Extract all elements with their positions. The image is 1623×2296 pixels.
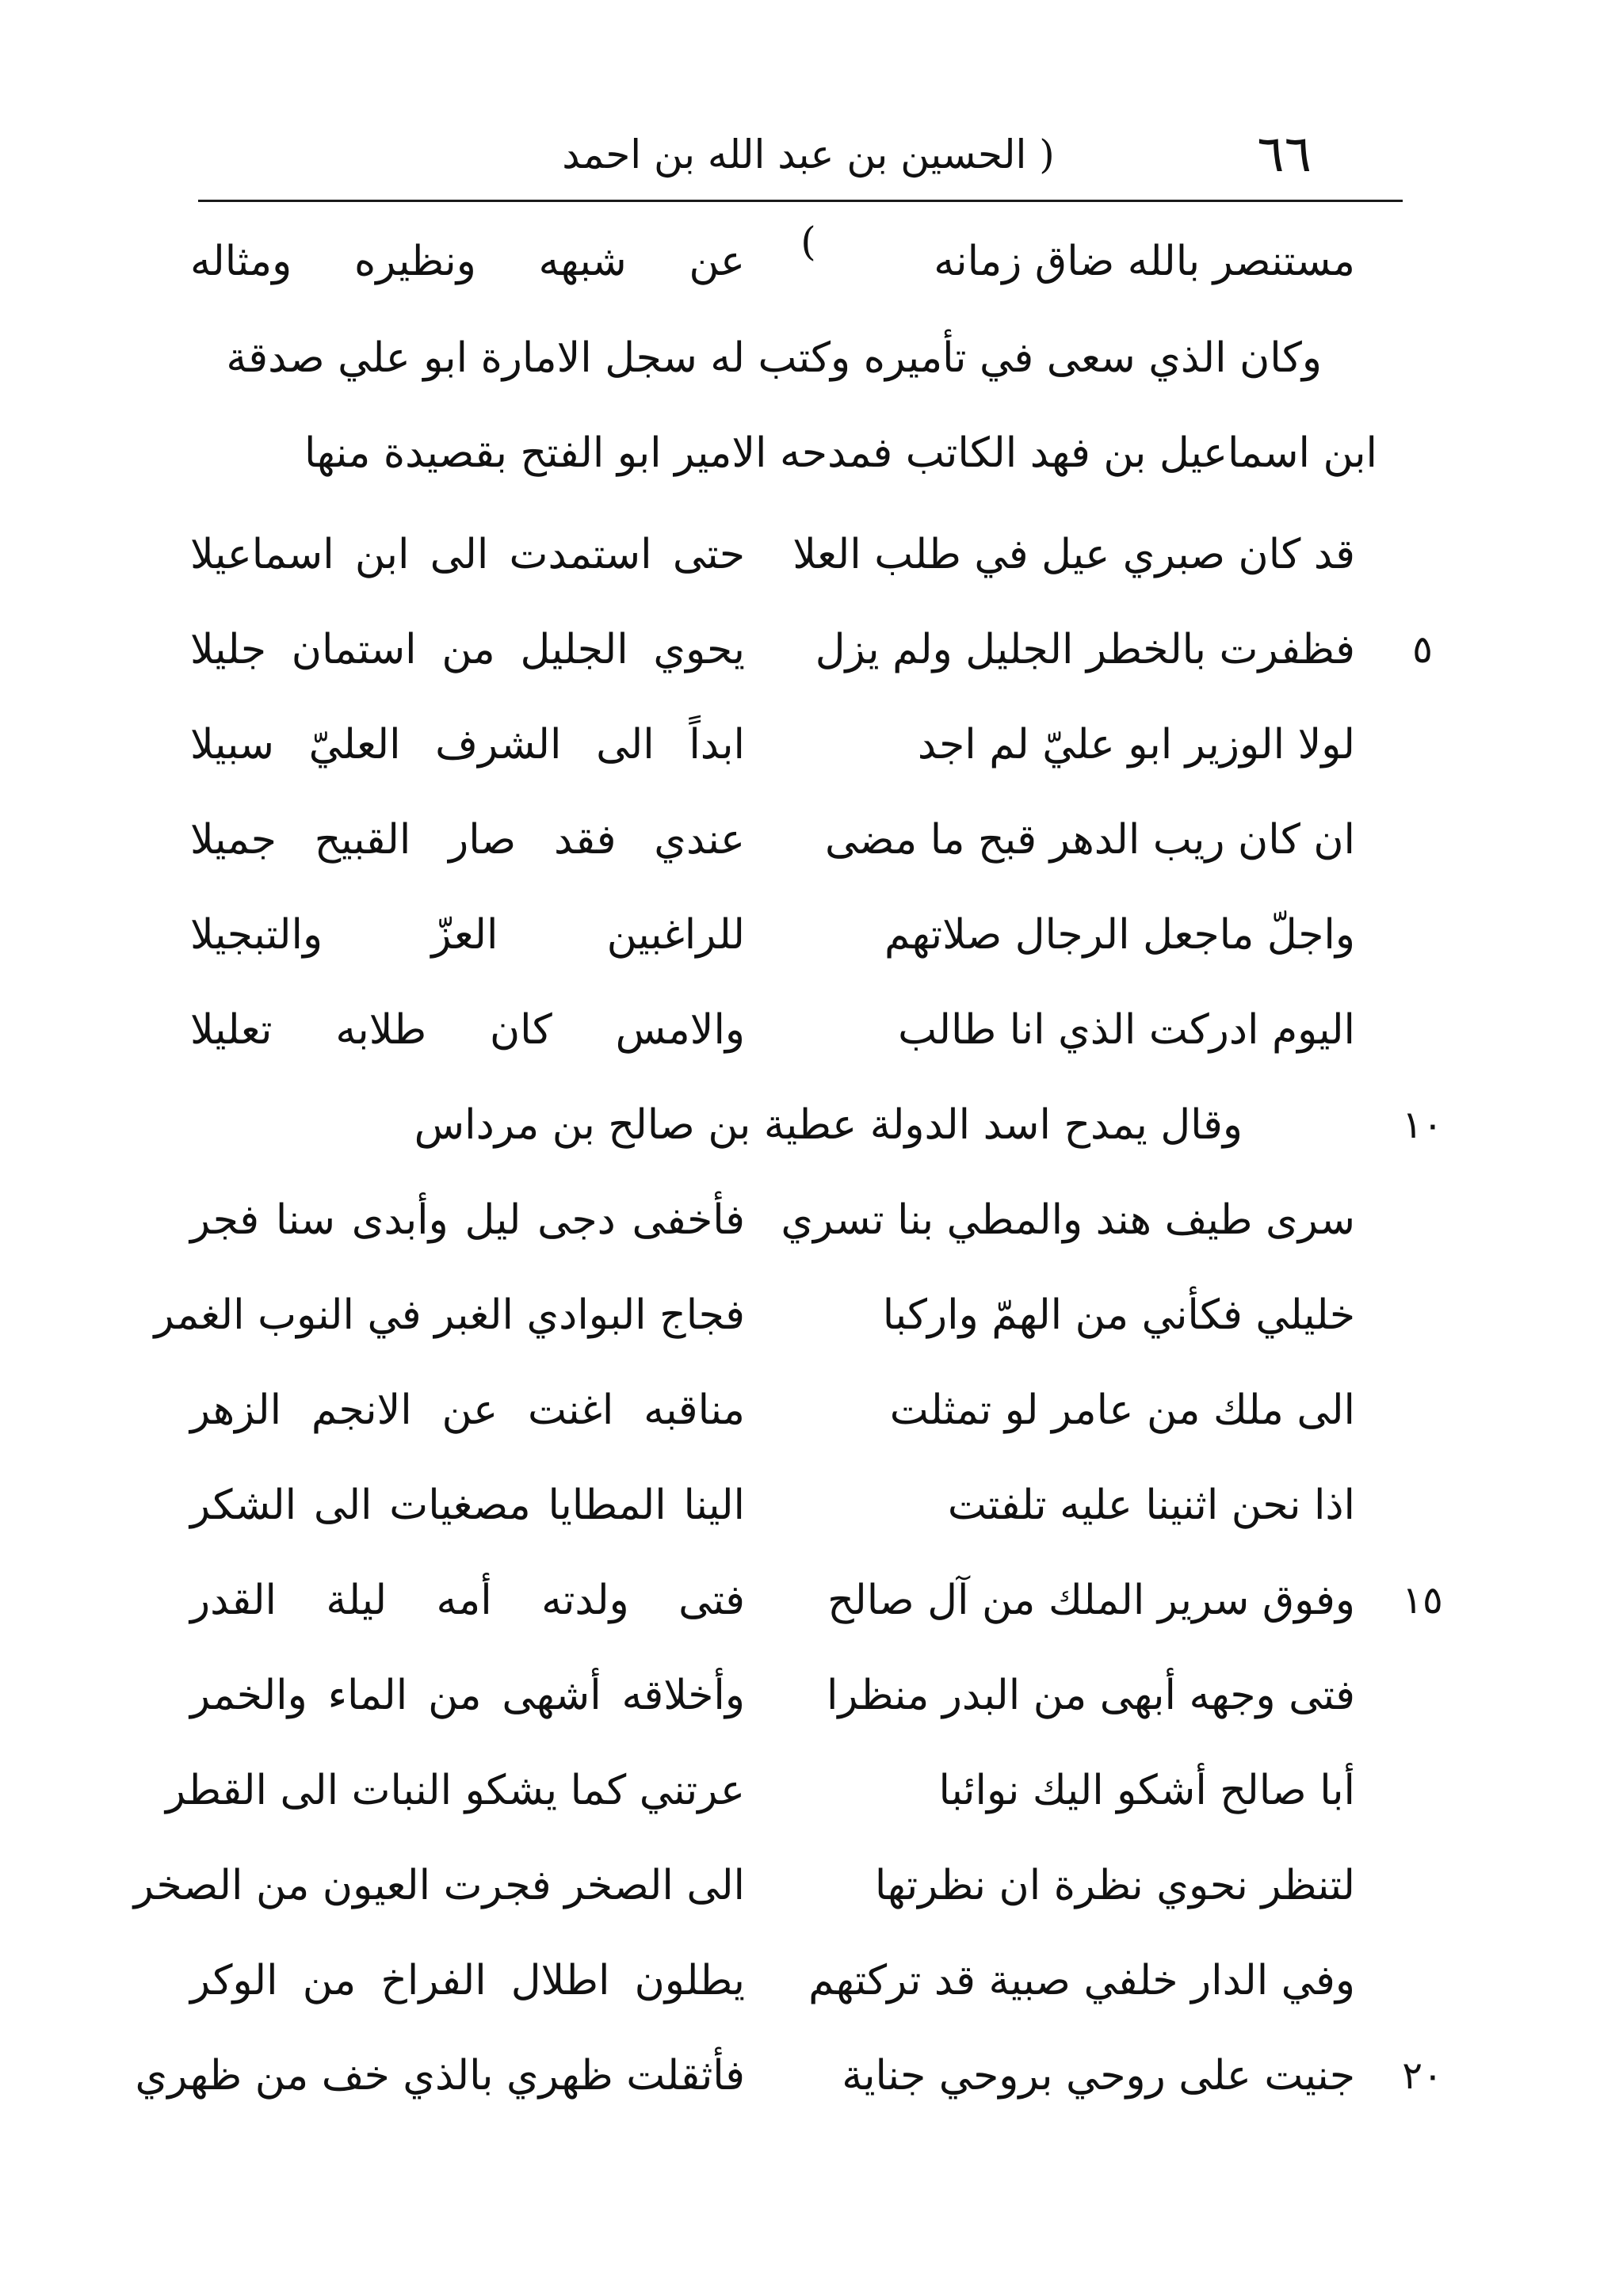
first-hemistich: لتنظر نحوي نظرة ان نظرتها: [874, 1862, 1355, 1909]
first-hemistich: مستنصر بالله ضاق زمانه: [934, 238, 1355, 285]
verse-line: [190, 507, 1379, 602]
first-hemistich: اذا نحن اثنينا عليه تلفتت: [947, 1482, 1355, 1529]
verse-line: [190, 982, 1379, 1077]
second-hemistich: فجاج البوادي الغبر في النوب الغمر: [154, 1291, 745, 1339]
line-number: ٥: [1412, 627, 1433, 672]
verse-line: [190, 1173, 1379, 1268]
verse-line: [190, 1363, 1379, 1458]
verse-line: [190, 214, 1379, 309]
first-hemistich: جنيت على روحي بروحي جناية: [842, 2052, 1355, 2100]
line-number: ٢٠: [1402, 2054, 1443, 2098]
verse-line: [165, 1743, 1379, 1838]
second-hemistich: عرتني كما يشكو النبات الى القطر: [165, 1767, 745, 1814]
first-hemistich: ان كان ريب الدهر قبح ما مضى: [824, 816, 1355, 864]
second-hemistich: الينا المطايا مصغيات الى الشكر: [190, 1482, 745, 1529]
verse-line: [190, 1553, 1379, 1648]
first-hemistich: اليوم ادركت الذي انا طالب: [898, 1006, 1355, 1054]
verse-line: [190, 887, 1379, 982]
verse-line: [190, 602, 1379, 697]
verse-line: [154, 1268, 1379, 1363]
second-hemistich: فأخفى دجى ليل وأبدى سنا فجر: [190, 1196, 745, 1244]
running-title: ( الحسين بن عبد الله بن احمد ): [562, 132, 1055, 265]
page-number: ٦٦: [1257, 125, 1312, 184]
first-hemistich: وفوق سرير الملك من آل صالح: [827, 1577, 1355, 1624]
second-hemistich: ابداً الى الشرف العليّ سبيلا: [190, 721, 745, 769]
first-hemistich: لولا الوزير ابو عليّ لم اجد: [917, 721, 1355, 769]
header-rule: [198, 200, 1403, 202]
second-hemistich: عندي فقد صار القبيح جميلا: [190, 816, 745, 864]
second-hemistich: وأخلاقه أشهى من الماء والخمر: [190, 1672, 745, 1719]
second-hemistich: يطلون اطلال الفراخ من الوكر: [190, 1957, 745, 2004]
first-hemistich: خليلي فكأني من الهمّ واركبا: [882, 1291, 1355, 1339]
line-number: ١٥: [1402, 1578, 1443, 1623]
second-hemistich: مناقبه اغنت عن الانجم الزهر: [190, 1386, 745, 1434]
second-hemistich: فأثقلت ظهري بالذي خف من ظهري: [135, 2052, 745, 2100]
second-hemistich: للراغبين العزّ والتبجيلا: [190, 911, 745, 959]
first-hemistich: وفي الدار خلفي صبية قد تركتهم: [808, 1957, 1355, 2004]
second-hemistich: يحوي الجليل من استمان جليلا: [190, 626, 745, 673]
first-hemistich: سرى طيف هند والمطي بنا تسري: [781, 1196, 1355, 1244]
first-hemistich: قد كان صبري عيل في طلب العلا: [792, 531, 1355, 578]
prose-line: وكان الذي سعى في تأميره وكتب له سجل الامارة ابو علي صدقة: [226, 334, 1322, 382]
second-hemistich: الى الصخر فجرت العيون من الصخر: [133, 1862, 745, 1909]
verse-line: [135, 2028, 1379, 2123]
first-hemistich: الى ملك من عامر لو تمثلت: [889, 1386, 1355, 1434]
verse-line: [190, 1648, 1379, 1743]
prose-line: وقال يمدح اسد الدولة عطية بن صالح بن مرداس: [414, 1101, 1243, 1149]
line-number: ١٠: [1402, 1103, 1443, 1147]
verse-line: [133, 1838, 1379, 1933]
verse-line: [190, 792, 1379, 887]
second-hemistich: فتى ولدته أمه ليلة القدر: [190, 1577, 745, 1624]
verse-line: [190, 1933, 1379, 2028]
second-hemistich: حتى استمدت الى ابن اسماعيلا: [190, 531, 745, 578]
first-hemistich: واجلّ ماجعل الرجال صلاتهم: [884, 911, 1355, 959]
prose-line: ابن اسماعيل بن فهد الكاتب فمدحه الامير ابو الفتح بقصيدة منها: [304, 429, 1377, 477]
first-hemistich: فظفرت بالخطر الجليل ولم يزل: [815, 626, 1355, 673]
second-hemistich: عن شبهه ونظيره ومثاله: [190, 238, 745, 285]
second-hemistich: والامس كان طلابه تعليلا: [190, 1006, 745, 1054]
first-hemistich: أبا صالح أشكو اليك نوائبا: [938, 1767, 1355, 1814]
first-hemistich: فتى وجهه أبهى من البدر منظرا: [826, 1672, 1355, 1719]
verse-line: [190, 697, 1379, 792]
verse-line: [190, 1458, 1379, 1553]
